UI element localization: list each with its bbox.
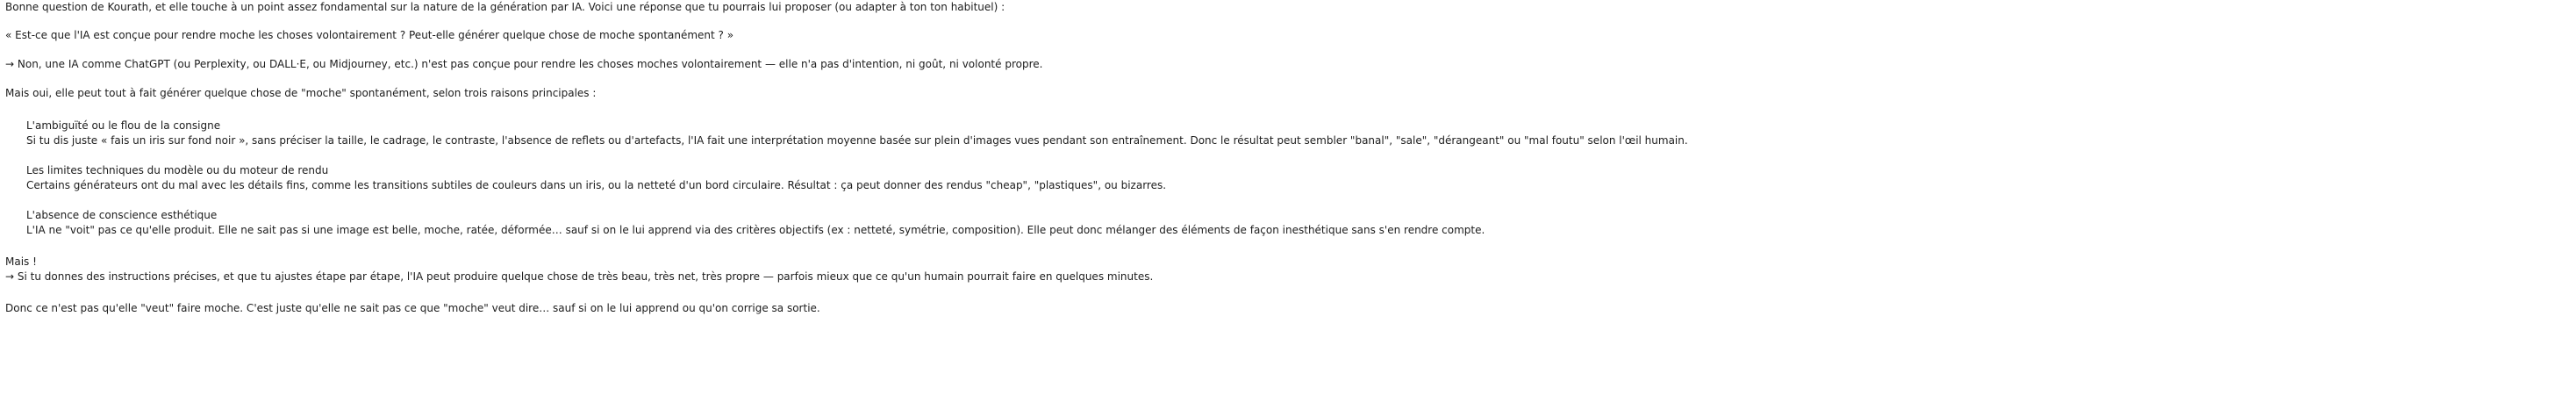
conclusion-paragraph: Donc ce n'est pas qu'elle "veut" faire moche. C'est juste qu'elle ne sait pas ce que "moche" veut dire… sauf si on le lui apprend ou qu'on corrige sa sortie. — [5, 302, 820, 314]
quoted-question: « Est-ce que l'IA est conçue pour rendre moche les choses volontairement ? Peut-elle générer quelque chose de moche spontanément ? » — [5, 29, 734, 41]
reason-body: Certains générateurs ont du mal avec les détails fins, comme les transitions subtiles de couleurs dans un iris, ou la netteté d'un bord circulaire. Résultat : ça peut donner des rendus "cheap", "plastiques", ou bizarres. — [26, 179, 1167, 191]
reason-title: L'ambiguïté ou le flou de la consigne — [26, 119, 221, 132]
reason-title: L'absence de conscience esthétique — [26, 209, 218, 221]
but-yes-paragraph: Mais oui, elle peut tout à fait générer quelque chose de "moche" spontanément, selon trois raisons principales : — [5, 87, 597, 99]
reason-title: Les limites techniques du modèle ou du moteur de rendu — [26, 164, 329, 176]
mais-heading: Mais ! — [5, 255, 37, 268]
precise-instructions-paragraph: → Si tu donnes des instructions précises, et que tu ajustes étape par étape, l'IA peut produire quelque chose de très beau, très net, très propre — parfois mieux que ce qu'un humain pourrait faire en quelques minutes. — [5, 270, 1154, 283]
reason-body: Si tu dis juste « fais un iris sur fond noir », sans préciser la taille, le cadrage, le contraste, l'absence de reflets ou d'artefacts, l'IA fait une interprétation moyenne basée sur plein d'images vues pendant son entraînement. Donc le résultat peut sembler "banal", "sale", "dérangeant" ou "mal foutu" selon l'œil humain. — [26, 134, 1688, 147]
message-document — [5, 1, 2567, 315]
reason-item — [26, 164, 2567, 192]
reason-item — [26, 119, 2567, 147]
reason-item — [26, 209, 2567, 237]
reason-body: L'IA ne "voit" pas ce qu'elle produit. Elle ne sait pas si une image est belle, moche, ratée, déformée… sauf si on le lui apprend via des critères objectifs (ex : netteté, symétrie, composition). Elle peut donc mélanger des éléments de façon inesthétique sans s'en rendre compte. — [26, 224, 1485, 236]
intro-paragraph: Bonne question de Kourath, et elle touche à un point assez fondamental sur la nature de la génération par IA. Voici une réponse que tu pourrais lui proposer (ou adapter à ton ton habituel) : — [5, 1, 1005, 13]
answer-no-paragraph: → Non, une IA comme ChatGPT (ou Perplexity, ou DALL·E, ou Midjourney, etc.) n'est pas conçue pour rendre les choses moches volontairement — elle n'a pas d'intention, ni goût, ni volonté propre. — [5, 58, 1043, 70]
reasons-list — [5, 119, 2567, 237]
